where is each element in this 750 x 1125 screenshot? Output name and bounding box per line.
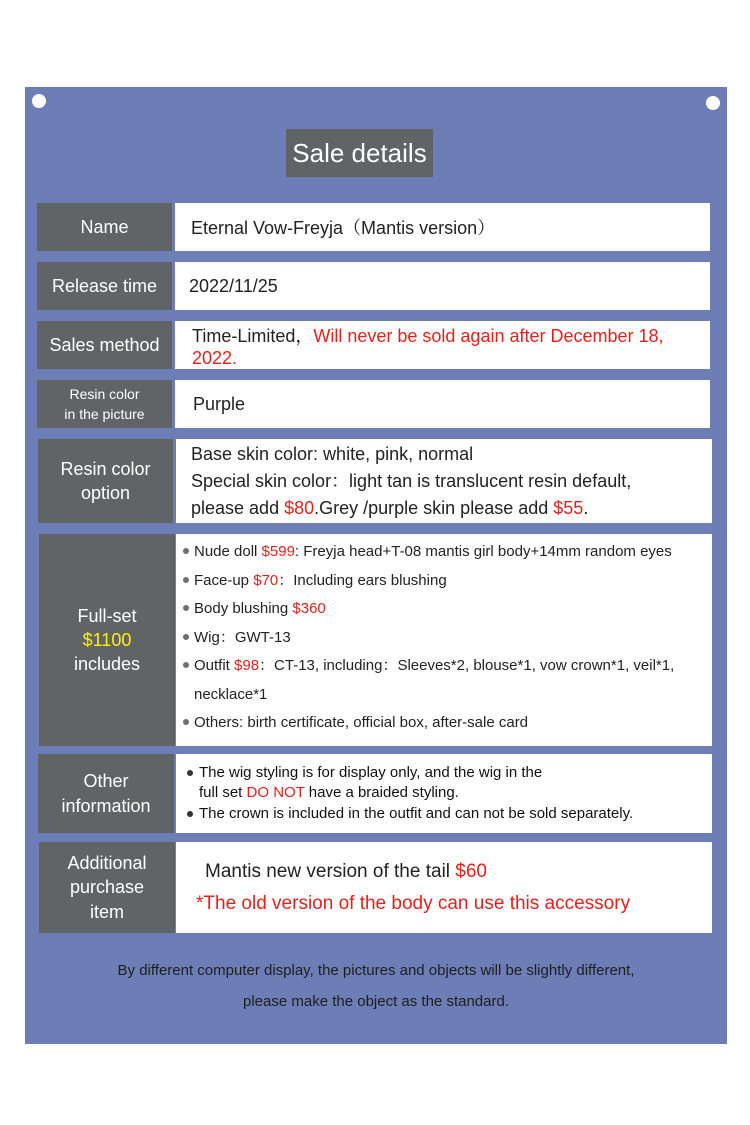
row-name-value [175, 203, 710, 251]
row-name [37, 203, 710, 251]
list-item: Nude doll $599: Freyja head+T-08 mantis girl body+14mm random eyes [182, 538, 712, 567]
row-release-value [175, 262, 710, 310]
disclaimer-line-2: please make the object as the standard. [242, 993, 509, 1010]
row-fullset-label: Full-set $1100 includes [39, 534, 175, 746]
row-resin-picture-value [175, 380, 710, 428]
accessory-note: *The old version of the body can use this accessory [196, 892, 631, 914]
row-other-information [38, 754, 712, 833]
row-release-label: Release time [37, 262, 172, 310]
release-date: 2022/11/25 [189, 275, 278, 296]
fullset-item-list [182, 538, 712, 738]
list-item: The crown is included in the outfit and can not be sold separately. [185, 804, 712, 825]
sales-method-deadline: Will never be sold again after December 18, 2022. [192, 325, 664, 368]
skin-surcharge: please add $80.Grey /purple skin please add $55. [191, 497, 589, 518]
tail-accessory: Mantis new version of the tail $60 [205, 860, 487, 882]
row-additional-value [176, 842, 712, 933]
punch-hole-left [32, 94, 46, 108]
list-item: The wig styling is for display only, and the wig in the full set DO NOT have a braided styling. [185, 763, 712, 804]
list-item: Others: birth certificate, official box, after-sale card [182, 709, 712, 738]
row-resin-picture [37, 380, 710, 428]
special-skin-color: Special skin color：light tan is translucent resin default, [191, 470, 632, 491]
doll-name: Eternal Vow-Freyja（Mantis version） [191, 218, 496, 238]
row-other-value [176, 754, 712, 833]
row-resin-option-label: Resin color option [38, 439, 173, 523]
disclaimer-footer [25, 955, 727, 1017]
list-item: Wig：GWT-13 [182, 624, 712, 653]
base-skin-color: Base skin color: white, pink, normal [191, 443, 474, 464]
list-item: Outfit $98：CT-13, including：Sleeves*2, blouse*1, vow crown*1, veil*1, necklace*1 [182, 652, 712, 709]
row-sales-method [37, 321, 710, 369]
resin-color: Purple [193, 393, 246, 414]
row-name-label: Name [37, 203, 172, 251]
disclaimer-line-1: By different computer display, the pictures and objects will be slightly different, [117, 962, 635, 979]
row-resin-option-value [176, 439, 712, 523]
list-item: Body blushing $360 [182, 595, 712, 624]
row-fullset [39, 534, 712, 746]
punch-hole-right [706, 96, 720, 110]
row-additional-label: Additional purchase item [39, 842, 175, 933]
sale-details-panel [25, 87, 727, 1044]
row-sales-value [175, 321, 710, 369]
other-info-list [185, 763, 712, 825]
row-fullset-value [176, 534, 712, 746]
row-other-label: Other information [38, 754, 174, 833]
row-sales-label: Sales method [37, 321, 172, 369]
page-title: Sale details [286, 129, 433, 177]
row-additional-purchase [39, 842, 712, 933]
row-resin-option [38, 439, 712, 523]
sales-method-text: Time-Limited， [192, 325, 314, 346]
row-resin-picture-label: Resin color in the picture [37, 380, 172, 428]
fullset-price: $1100 [82, 629, 132, 650]
list-item: Face-up $70：Including ears blushing [182, 567, 712, 596]
row-release-time [37, 262, 710, 310]
